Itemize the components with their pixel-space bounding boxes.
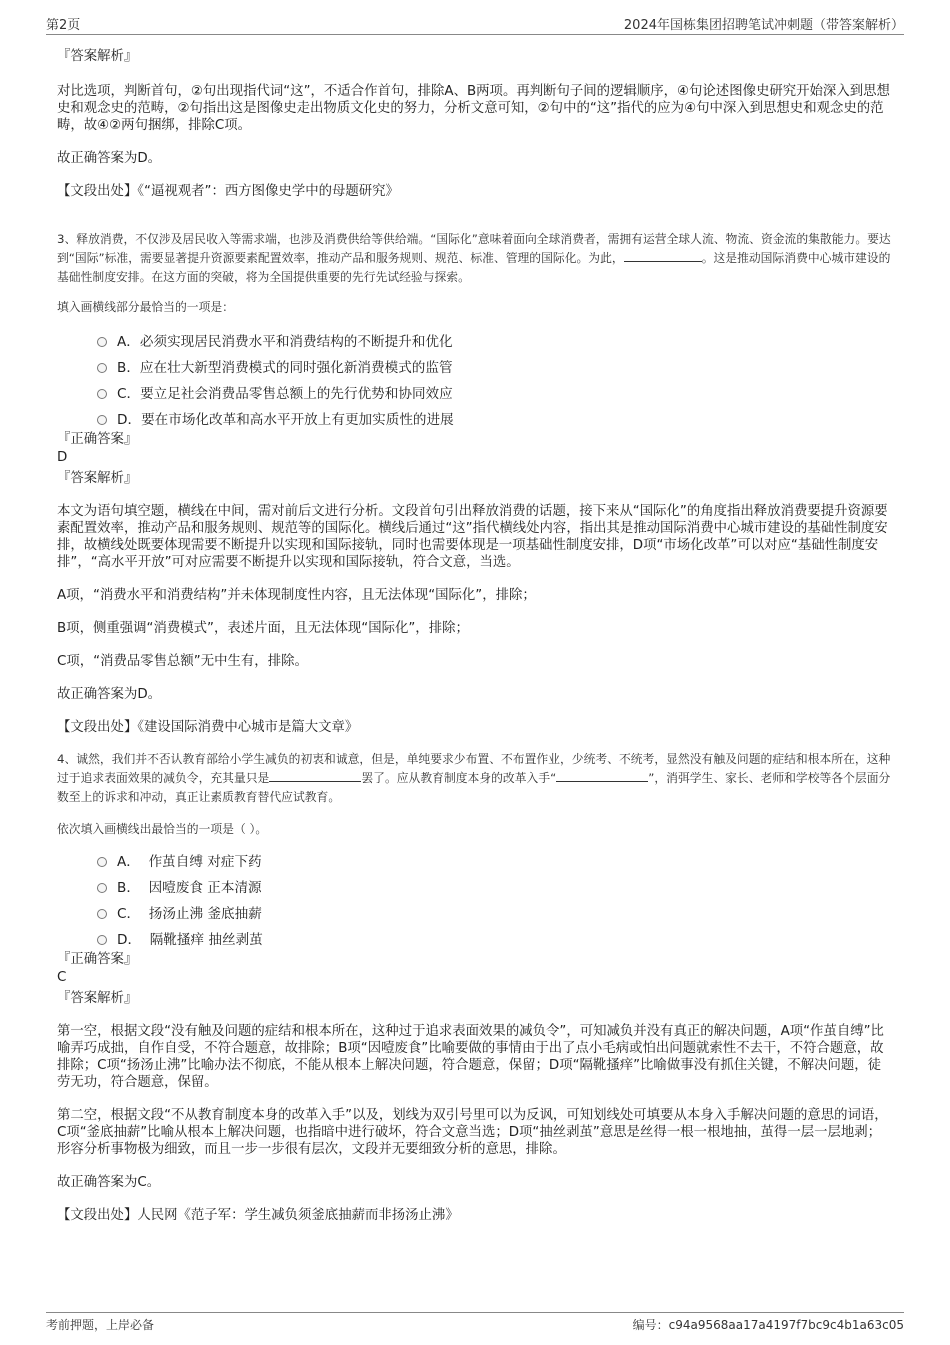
option-text: 应在壮大新型消费模式的同时强化新消费模式的监管 [139, 360, 453, 376]
q4-stem-part1: 4、诚然，我们并不否认教育部给小学生减负的初衷和诚意，但是，单纯要求少布置、不布置作业，少统考、不统考，显然没有触及问题的症结和根本所在，这种过于追求表面效果的减负令，充其量只是 [57, 752, 891, 785]
q3-source: 【文段出处】《建设国际消费中心城市是篇大文章》 [57, 720, 359, 735]
q3-blank [624, 249, 702, 262]
q4-options [57, 849, 893, 953]
q4-source: 【文段出处】人民网《范子军：学生减负须釜底抽薪而非扬汤止沸》 [57, 1208, 459, 1223]
option-letter: C． [117, 386, 141, 402]
option-text: 必须实现居民消费水平和消费结构的不断提升和优化 [139, 334, 453, 350]
q2-analysis-text: 对比选项，判断首句，②句出现指代词“这”，不适合作首句，排除A、B两项。再判断句子间的逻辑顺序，④句论述图像史研究开始深入到思想史和观念史的范畴，②句指出这是图像史走出物质文化史的努力，分析文意可知，②句中的“这”指代的应为④句中深入到思想史和观念史的范畴，故④②两句捆绑，排除C项。 [57, 84, 890, 133]
q2-analysis-title: 『答案解析』 [57, 49, 138, 64]
q3-conclusion: 故正确答案为D。 [57, 687, 162, 702]
radio-icon[interactable] [97, 909, 107, 919]
option-letter: D． [117, 932, 142, 948]
option-letter: B． [117, 360, 140, 376]
option-text: 要在市场化改革和高水平开放上有更加实质性的进展 [141, 412, 454, 428]
radio-icon[interactable] [97, 935, 107, 945]
document-title: 2024年国栋集团招聘笔试冲刺题（带答案解析） [623, 18, 904, 33]
q4-option-b[interactable] [57, 875, 893, 901]
page-number: 第2页 [46, 18, 81, 33]
footer-serial: 编号：c94a9568aa17a4197f7bc9c4b1a63c05 [632, 1318, 904, 1332]
option-text: 隔靴搔痒 抽丝剥茧 [149, 932, 263, 948]
q4-analysis-title: 『答案解析』 [57, 991, 138, 1006]
q3-answer: D [57, 450, 68, 465]
page-header [46, 14, 904, 35]
radio-icon[interactable] [97, 363, 107, 373]
q2-conclusion: 故正确答案为D。 [57, 151, 162, 166]
option-text: 因噎废食 正本清源 [148, 880, 262, 896]
option-text: 作茧自缚 对症下药 [148, 854, 262, 870]
q4-answer-title: 『正确答案』 [57, 952, 138, 967]
option-text: 要立足社会消费品零售总额上的先行优势和协同效应 [140, 386, 453, 402]
radio-icon[interactable] [97, 415, 107, 425]
page-content [57, 44, 893, 1224]
q4-option-c[interactable] [57, 901, 893, 927]
option-letter: B． [117, 880, 140, 896]
q3-prompt: 填入画横线部分最恰当的一项是： [57, 300, 234, 314]
q4-stem-part3: ”，消弭学生、家长、老师和学校等各个层面分数至上的诉求和冲动，真正让素质教育替代应试教育。 [57, 771, 891, 804]
q4-conclusion: 故正确答案为C。 [57, 1175, 161, 1190]
footer-slogan: 考前押题，上岸必备 [46, 1318, 155, 1332]
q4-option-d[interactable] [57, 927, 893, 953]
q3-analysis-para: B项，侧重强调“消费模式”，表述片面，且无法体现“国际化”，排除； [57, 621, 469, 636]
option-text: 扬汤止沸 釜底抽薪 [148, 906, 262, 922]
q4-blank-2 [556, 769, 648, 782]
q3-analysis-para: 本文为语句填空题，横线在中间，需对前后文进行分析。文段首句引出释放消费的话题，接下来从“国际化”的角度指出释放消费要提升资源要素配置效率，推动产品和服务规则、规范等的国际化。横线后通过“这”指代横线处内容，指出其是推动国际消费中心城市建设的基础性制度安排，故横线处既要体现需要不断提升以实现和国际接轨，同时也需要体现是一项基础性制度安排，D项“市场化改革”可以对应“基础性制度安排”，“高水平开放”可对应需要不断提升以实现和国际接轨，符合文意，当选。 [57, 504, 888, 570]
q3-stem-part2: 。这是推动国际消费中心城市建设的基础性制度安排。在这方面的突破，将为全国提供重要的先行先试经验与探索。 [57, 251, 891, 284]
q3-stem-part1: 3、释放消费，不仅涉及居民收入等需求端，也涉及消费供给等供给端。“国际化”意味着面向全球消费者，需拥有运营全球人流、物流、资金流的集散能力。要达到“国际”标准，需要显著提升资源要素配置效率，推动产品和服务规则、规范、标准、管理的国际化。为此， [57, 232, 891, 265]
radio-icon[interactable] [97, 883, 107, 893]
q4-stem [57, 750, 893, 807]
q3-analysis-title: 『答案解析』 [57, 471, 138, 486]
page-footer [46, 1312, 904, 1338]
q4-answer: C [57, 970, 67, 985]
q3-option-d[interactable] [57, 407, 893, 433]
q3-stem [57, 230, 893, 287]
q2-source: 【文段出处】《“逼视观者”：西方图像史学中的母题研究》 [57, 184, 399, 199]
q3-option-c[interactable] [57, 381, 893, 407]
option-letter: A． [117, 854, 140, 870]
option-letter: C． [117, 906, 141, 922]
q4-analysis-para: 第一空，根据文段“没有触及问题的症结和根本所在，这种过于追求表面效果的减负令”，可知减负并没有真正的解决问题，A项“作茧自缚”比喻弄巧成拙，自作自受，不符合题意，故排除；B项“因噎废食”比喻要做的事情由于出了点小毛病或怕出问题就索性不去干，不符合题意，故排除；C项“扬汤止沸”比喻办法不彻底，不能从根本上解决问题，符合题意，保留；D项“隔靴搔痒”比喻做事没有抓住关键，不解决问题，徒劳无功，符合题意，保留。 [57, 1024, 884, 1090]
q3-option-b[interactable] [57, 355, 893, 381]
radio-icon[interactable] [97, 857, 107, 867]
q4-prompt: 依次填入画横线出最恰当的一项是（ ）。 [57, 822, 268, 836]
radio-icon[interactable] [97, 389, 107, 399]
radio-icon[interactable] [97, 337, 107, 347]
q4-stem-part2: 罢了。应从教育制度本身的改革入手“ [361, 771, 557, 785]
q4-blank-1 [269, 769, 361, 782]
q3-options [57, 329, 893, 433]
q3-analysis-para: C项，“消费品零售总额”无中生有，排除。 [57, 654, 308, 669]
option-letter: D． [117, 412, 142, 428]
q3-answer-title: 『正确答案』 [57, 432, 138, 447]
q4-option-a[interactable] [57, 849, 893, 875]
option-letter: A． [117, 334, 140, 350]
q3-analysis-para: A项，“消费水平和消费结构”并未体现制度性内容，且无法体现“国际化”，排除； [57, 588, 536, 603]
q4-analysis-para: 第二空，根据文段“不从教育制度本身的改革入手”以及，划线为双引号里可以为反讽，可知划线处可填要从本身入手解决问题的意思的词语，C项“釜底抽薪”比喻从根本上解决问题，也指暗中进行破坏，符合文意当选；D项“抽丝剥茧”意思是丝得一根一根地抽，茧得一层一层地剥；形容分析事物极为细致，而且一步一步很有层次，文段并无要细致分析的意思，排除。 [57, 1108, 888, 1157]
q3-option-a[interactable] [57, 329, 893, 355]
